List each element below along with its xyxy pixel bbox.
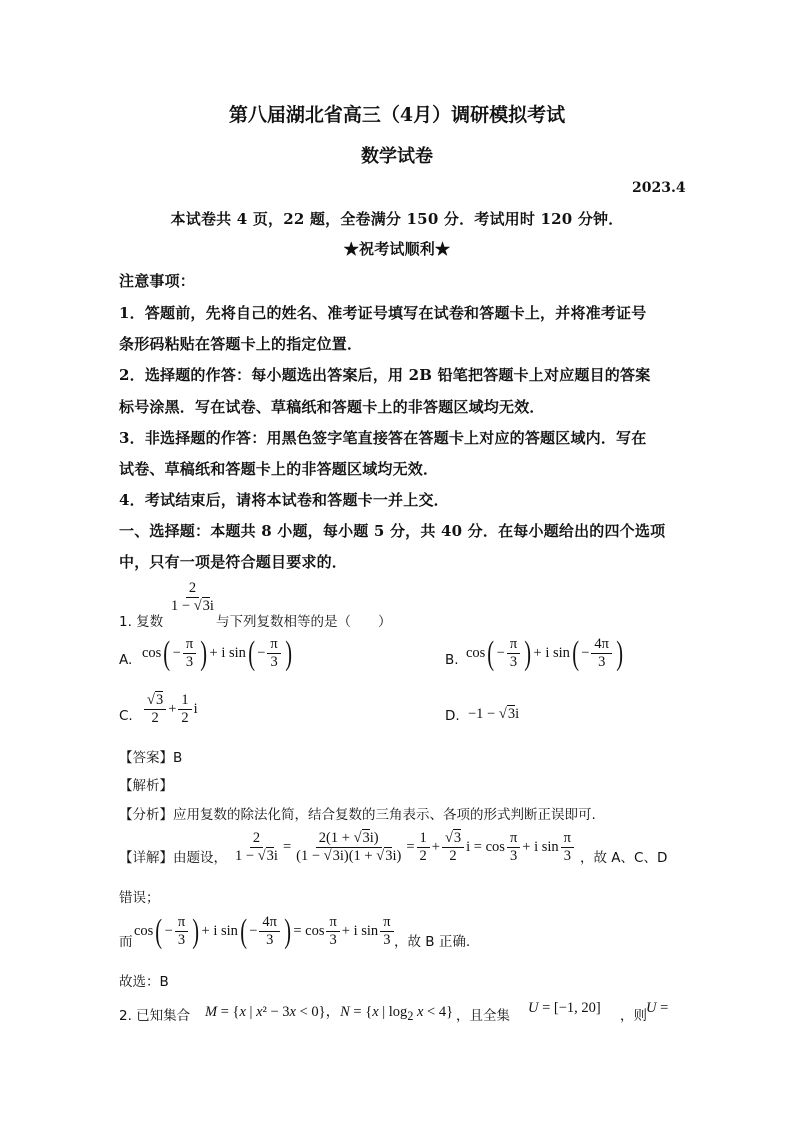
q1-choose: 故选：B bbox=[119, 974, 169, 990]
q1-prefix: 1. 复数 bbox=[119, 614, 164, 630]
q1-fraction: $\frac{2}{1 - √ 3i}$ bbox=[166, 580, 219, 615]
section1-line-2: 中，只有一项是符合题目要求的． bbox=[119, 553, 348, 571]
q1-answer: 【答案】B bbox=[119, 750, 183, 766]
q1-b-correct: ，故 B 正确. bbox=[394, 934, 471, 950]
q2-end: ，则 bbox=[620, 1008, 647, 1024]
q1-detail-expr: $\frac{2}{1 - √ 3i}$ = $\frac{2(1 + √ 3i)}{(1 - √ 3i)(1 + √ 3i)}$ = $\frac{1}{2}$ + √ $\frac{3}{2}$ i = cos $\frac{\pi}{3}$ + i sin $\frac{\pi}{3}$ bbox=[230, 830, 576, 865]
note-line-3: 2．选择题的作答：每小题选出答案后，用 2B 铅笔把答题卡上对应题目的答案 bbox=[119, 366, 651, 384]
q1-er: 而 bbox=[119, 934, 133, 950]
q1-option-d-expr: −1 − √ 3i bbox=[468, 706, 519, 723]
q2-universal: U = [−1, 20] bbox=[528, 1000, 601, 1016]
q1-suffix: 与下列复数相等的是（ ） bbox=[216, 614, 392, 630]
q2-set-m: M = {x | x² − 3x < 0}，N = {x | $\log_2 x < 4$} bbox=[205, 1004, 454, 1023]
note-line-1: 1．答题前，先将自己的姓名、准考证号填写在试卷和答题卡上，并将准考证号 bbox=[119, 304, 647, 322]
q2-prefix: 2. 已知集合 bbox=[119, 1008, 191, 1024]
note-line-2: 条形码粘贴在答题卡上的指定位置． bbox=[119, 335, 363, 353]
note-line-6: 试卷、草稿纸和答题卡上的非答题区域均无效． bbox=[119, 460, 439, 478]
q1-fenxi: 【分析】应用复数的除法化简，结合复数的三角表示、各项的形式判断正误即可. bbox=[119, 807, 596, 823]
q1-option-b-label: B. bbox=[445, 652, 459, 668]
exam-date: 2023.4 bbox=[632, 180, 686, 196]
q1-detail-prefix: 【详解】由题设， bbox=[119, 850, 227, 866]
exam-info: 本试卷共 4 页，22 题，全卷满分 150 分．考试用时 120 分钟． bbox=[170, 210, 624, 228]
q1-option-c-label: C. bbox=[119, 708, 133, 724]
q2-mid: ，且全集 bbox=[456, 1008, 510, 1024]
note-line-4: 标号涂黑．写在试卷、草稿纸和答题卡上的非答题区域均无效． bbox=[119, 398, 545, 416]
exam-subtitle: 数学试卷 bbox=[361, 146, 433, 167]
q1-option-d-label: D. bbox=[445, 708, 460, 724]
q1-b-expr: cos( − $\frac{\pi}{3}$ ) + i sin( − $\frac{4\pi}{3}$ ) = cos $\frac{\pi}{3}$ + i sin $\frac{\pi}{3}$ bbox=[134, 914, 396, 949]
notes-heading: 注意事项： bbox=[119, 272, 196, 290]
section1-line-1: 一、选择题：本题共 8 小题，每小题 5 分，共 40 分．在每小题给出的四个选项 bbox=[119, 522, 666, 540]
q1-option-a-label: A. bbox=[119, 652, 133, 668]
q1-option-a-expr: cos( − $\frac{\pi}{3}$ ) + i sin( − $\frac{\pi}{3}$ ) bbox=[142, 634, 292, 672]
q1-option-c-expr: √ $\frac{3}{2}$ + $\frac{1}{2}$ i bbox=[142, 692, 198, 727]
q1-option-b-expr: cos( − $\frac{\pi}{3}$ ) + i sin( − $\frac{4\pi}{3}$ ) bbox=[466, 634, 624, 672]
q1-analysis-tag: 【解析】 bbox=[119, 778, 173, 794]
q1-wrong: 错误； bbox=[119, 890, 160, 906]
exam-wish: ★祝考试顺利★ bbox=[343, 240, 451, 258]
q1-detail-suffix: ，故 A、C、D bbox=[580, 850, 668, 866]
note-line-7: 4．考试结束后，请将本试卷和答题卡一并上交． bbox=[119, 491, 449, 509]
note-line-5: 3．非选择题的作答：用黑色签字笔直接答在答题卡上对应的答题区域内．写在 bbox=[119, 429, 647, 447]
q2-u-eq: U = bbox=[646, 1000, 669, 1016]
exam-title: 第八届湖北省高三（4月）调研模拟考试 bbox=[228, 104, 566, 126]
